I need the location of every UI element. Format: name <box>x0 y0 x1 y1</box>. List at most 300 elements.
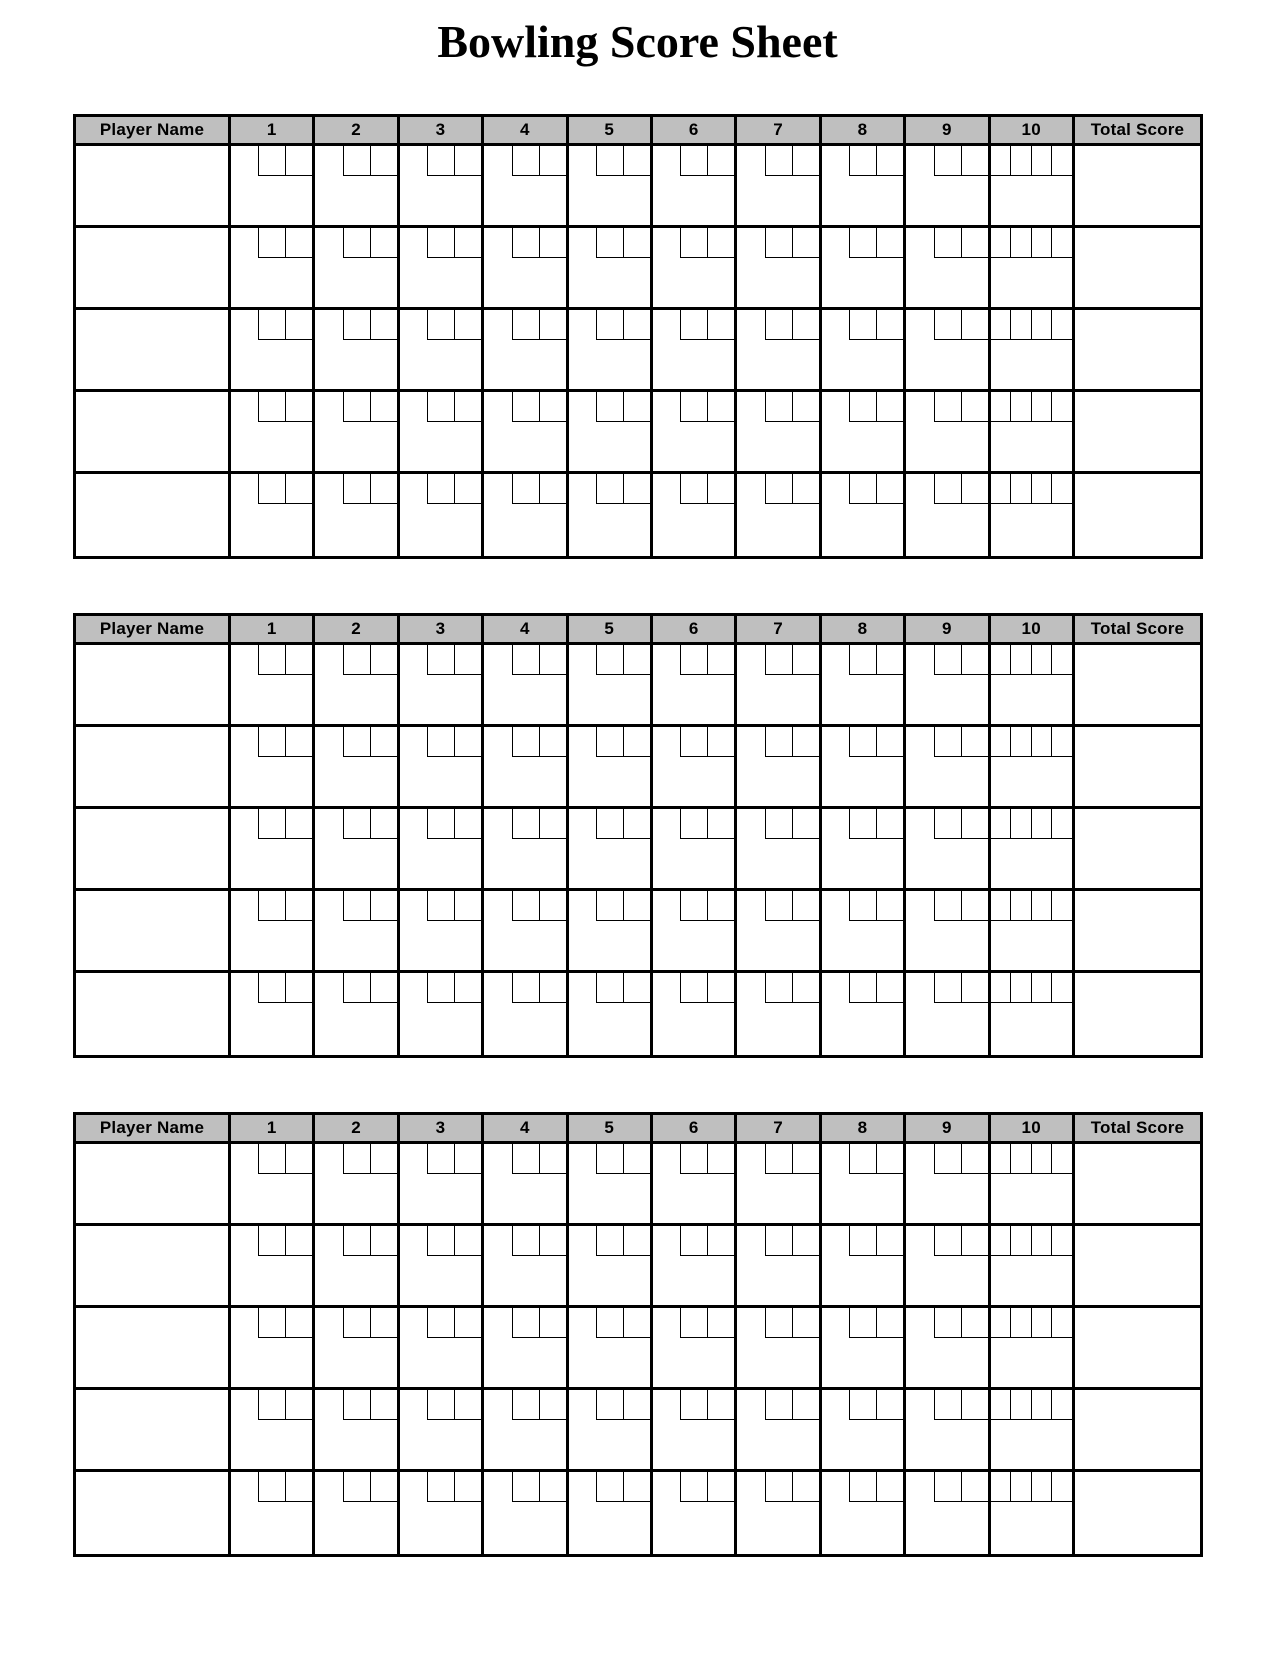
frame-cell-5[interactable] <box>569 310 653 392</box>
frame-cell-1[interactable] <box>231 1144 315 1226</box>
pin-box-ball-1[interactable] <box>934 146 961 176</box>
pin-box-ball-1[interactable] <box>991 1144 1012 1174</box>
pin-box-ball-2[interactable] <box>1011 973 1032 1003</box>
pin-box-ball-2[interactable] <box>285 146 312 176</box>
pin-box-ball-4[interactable] <box>1052 474 1072 504</box>
frame-cell-2[interactable] <box>315 392 399 474</box>
frame-cell-9[interactable] <box>906 1472 990 1554</box>
frame-cell-8[interactable] <box>822 1308 906 1390</box>
pin-box-ball-1[interactable] <box>512 474 539 504</box>
frame-cell-9[interactable] <box>906 1226 990 1308</box>
pin-box-ball-1[interactable] <box>512 1226 539 1256</box>
frame-cell-6[interactable] <box>653 1144 737 1226</box>
pin-box-ball-2[interactable] <box>370 392 397 422</box>
pin-box-ball-2[interactable] <box>876 228 903 258</box>
pin-box-ball-1[interactable] <box>765 310 792 340</box>
frame-cell-8[interactable] <box>822 228 906 310</box>
pin-box-ball-1[interactable] <box>512 228 539 258</box>
pin-box-ball-2[interactable] <box>539 727 566 757</box>
frame-cell-6[interactable] <box>653 1390 737 1472</box>
frame-cell-7[interactable] <box>737 1226 821 1308</box>
pin-box-ball-2[interactable] <box>876 146 903 176</box>
total-score-cell[interactable] <box>1075 645 1200 727</box>
pin-box-ball-4[interactable] <box>1052 146 1072 176</box>
player-name-cell[interactable] <box>76 891 231 973</box>
pin-box-ball-2[interactable] <box>876 1472 903 1502</box>
frame-cell-8[interactable] <box>822 474 906 556</box>
pin-box-ball-1[interactable] <box>512 1144 539 1174</box>
player-name-cell[interactable] <box>76 146 231 228</box>
pin-box-ball-1[interactable] <box>258 645 285 675</box>
pin-box-ball-1[interactable] <box>596 310 623 340</box>
pin-box-ball-2[interactable] <box>623 474 650 504</box>
pin-box-ball-3[interactable] <box>1032 310 1053 340</box>
pin-box-ball-2[interactable] <box>707 891 734 921</box>
frame-cell-2[interactable] <box>315 228 399 310</box>
pin-box-ball-1[interactable] <box>680 809 707 839</box>
pin-box-ball-1[interactable] <box>427 727 454 757</box>
frame-cell-3[interactable] <box>400 973 484 1055</box>
pin-box-ball-1[interactable] <box>991 228 1012 258</box>
frame-cell-6[interactable] <box>653 392 737 474</box>
player-name-cell[interactable] <box>76 310 231 392</box>
frame-cell-10[interactable] <box>991 891 1075 973</box>
pin-box-ball-1[interactable] <box>512 1472 539 1502</box>
pin-box-ball-1[interactable] <box>343 1308 370 1338</box>
frame-cell-10[interactable] <box>991 146 1075 228</box>
pin-box-ball-1[interactable] <box>427 645 454 675</box>
pin-box-ball-1[interactable] <box>343 645 370 675</box>
frame-cell-10[interactable] <box>991 1472 1075 1554</box>
player-name-cell[interactable] <box>76 809 231 891</box>
frame-cell-5[interactable] <box>569 645 653 727</box>
pin-box-ball-3[interactable] <box>1032 392 1053 422</box>
player-name-cell[interactable] <box>76 1144 231 1226</box>
frame-cell-6[interactable] <box>653 310 737 392</box>
pin-box-ball-2[interactable] <box>792 310 819 340</box>
pin-box-ball-1[interactable] <box>427 310 454 340</box>
frame-cell-10[interactable] <box>991 310 1075 392</box>
pin-box-ball-1[interactable] <box>934 228 961 258</box>
pin-box-ball-2[interactable] <box>623 146 650 176</box>
frame-cell-3[interactable] <box>400 228 484 310</box>
pin-box-ball-2[interactable] <box>623 392 650 422</box>
pin-box-ball-2[interactable] <box>370 645 397 675</box>
pin-box-ball-1[interactable] <box>258 727 285 757</box>
pin-box-ball-4[interactable] <box>1052 891 1072 921</box>
pin-box-ball-1[interactable] <box>343 228 370 258</box>
pin-box-ball-1[interactable] <box>849 891 876 921</box>
pin-box-ball-1[interactable] <box>512 1308 539 1338</box>
pin-box-ball-1[interactable] <box>765 645 792 675</box>
frame-cell-5[interactable] <box>569 474 653 556</box>
pin-box-ball-1[interactable] <box>765 973 792 1003</box>
pin-box-ball-1[interactable] <box>849 727 876 757</box>
pin-box-ball-2[interactable] <box>454 891 481 921</box>
frame-cell-3[interactable] <box>400 645 484 727</box>
frame-cell-9[interactable] <box>906 1390 990 1472</box>
pin-box-ball-1[interactable] <box>512 973 539 1003</box>
frame-cell-8[interactable] <box>822 1144 906 1226</box>
pin-box-ball-2[interactable] <box>961 1144 988 1174</box>
pin-box-ball-2[interactable] <box>454 392 481 422</box>
pin-box-ball-2[interactable] <box>539 809 566 839</box>
frame-cell-1[interactable] <box>231 891 315 973</box>
pin-box-ball-2[interactable] <box>961 1308 988 1338</box>
frame-cell-4[interactable] <box>484 1390 568 1472</box>
pin-box-ball-2[interactable] <box>454 973 481 1003</box>
pin-box-ball-2[interactable] <box>623 1308 650 1338</box>
pin-box-ball-1[interactable] <box>343 973 370 1003</box>
pin-box-ball-1[interactable] <box>849 228 876 258</box>
frame-cell-1[interactable] <box>231 1390 315 1472</box>
pin-box-ball-2[interactable] <box>961 1472 988 1502</box>
pin-box-ball-1[interactable] <box>934 973 961 1003</box>
total-score-cell[interactable] <box>1075 228 1200 310</box>
pin-box-ball-3[interactable] <box>1032 1226 1053 1256</box>
pin-box-ball-1[interactable] <box>765 1308 792 1338</box>
pin-box-ball-1[interactable] <box>934 392 961 422</box>
pin-box-ball-1[interactable] <box>596 973 623 1003</box>
pin-box-ball-2[interactable] <box>961 146 988 176</box>
frame-cell-7[interactable] <box>737 310 821 392</box>
frame-cell-6[interactable] <box>653 228 737 310</box>
frame-cell-4[interactable] <box>484 973 568 1055</box>
pin-box-ball-2[interactable] <box>961 474 988 504</box>
pin-box-ball-2[interactable] <box>285 228 312 258</box>
frame-cell-9[interactable] <box>906 727 990 809</box>
frame-cell-2[interactable] <box>315 727 399 809</box>
pin-box-ball-1[interactable] <box>258 392 285 422</box>
frame-cell-4[interactable] <box>484 310 568 392</box>
frame-cell-7[interactable] <box>737 645 821 727</box>
pin-box-ball-4[interactable] <box>1052 1226 1072 1256</box>
frame-cell-2[interactable] <box>315 1308 399 1390</box>
pin-box-ball-2[interactable] <box>539 392 566 422</box>
pin-box-ball-2[interactable] <box>961 645 988 675</box>
frame-cell-6[interactable] <box>653 1308 737 1390</box>
frame-cell-5[interactable] <box>569 1308 653 1390</box>
player-name-cell[interactable] <box>76 727 231 809</box>
frame-cell-6[interactable] <box>653 891 737 973</box>
pin-box-ball-1[interactable] <box>849 474 876 504</box>
frame-cell-6[interactable] <box>653 1226 737 1308</box>
frame-cell-8[interactable] <box>822 727 906 809</box>
pin-box-ball-2[interactable] <box>285 645 312 675</box>
pin-box-ball-2[interactable] <box>285 727 312 757</box>
pin-box-ball-4[interactable] <box>1052 310 1072 340</box>
pin-box-ball-1[interactable] <box>991 727 1012 757</box>
player-name-cell[interactable] <box>76 474 231 556</box>
pin-box-ball-2[interactable] <box>539 1390 566 1420</box>
pin-box-ball-2[interactable] <box>623 891 650 921</box>
frame-cell-1[interactable] <box>231 973 315 1055</box>
pin-box-ball-1[interactable] <box>849 1472 876 1502</box>
frame-cell-6[interactable] <box>653 809 737 891</box>
pin-box-ball-2[interactable] <box>370 1226 397 1256</box>
pin-box-ball-2[interactable] <box>707 228 734 258</box>
pin-box-ball-4[interactable] <box>1052 973 1072 1003</box>
pin-box-ball-1[interactable] <box>991 891 1012 921</box>
pin-box-ball-1[interactable] <box>991 146 1012 176</box>
frame-cell-5[interactable] <box>569 1144 653 1226</box>
total-score-cell[interactable] <box>1075 1390 1200 1472</box>
pin-box-ball-2[interactable] <box>370 973 397 1003</box>
pin-box-ball-2[interactable] <box>539 1226 566 1256</box>
pin-box-ball-1[interactable] <box>258 1226 285 1256</box>
frame-cell-1[interactable] <box>231 474 315 556</box>
pin-box-ball-2[interactable] <box>454 727 481 757</box>
pin-box-ball-4[interactable] <box>1052 1472 1072 1502</box>
pin-box-ball-2[interactable] <box>285 1226 312 1256</box>
pin-box-ball-1[interactable] <box>596 146 623 176</box>
pin-box-ball-2[interactable] <box>792 1472 819 1502</box>
pin-box-ball-2[interactable] <box>707 1144 734 1174</box>
pin-box-ball-2[interactable] <box>876 1226 903 1256</box>
pin-box-ball-2[interactable] <box>792 1308 819 1338</box>
pin-box-ball-3[interactable] <box>1032 474 1053 504</box>
pin-box-ball-1[interactable] <box>765 891 792 921</box>
total-score-cell[interactable] <box>1075 727 1200 809</box>
pin-box-ball-2[interactable] <box>285 392 312 422</box>
frame-cell-10[interactable] <box>991 809 1075 891</box>
pin-box-ball-2[interactable] <box>454 1390 481 1420</box>
frame-cell-9[interactable] <box>906 809 990 891</box>
pin-box-ball-1[interactable] <box>258 228 285 258</box>
pin-box-ball-2[interactable] <box>285 1144 312 1174</box>
pin-box-ball-1[interactable] <box>765 146 792 176</box>
pin-box-ball-1[interactable] <box>343 809 370 839</box>
frame-cell-9[interactable] <box>906 1144 990 1226</box>
pin-box-ball-3[interactable] <box>1032 891 1053 921</box>
pin-box-ball-1[interactable] <box>934 1144 961 1174</box>
pin-box-ball-2[interactable] <box>370 809 397 839</box>
total-score-cell[interactable] <box>1075 1144 1200 1226</box>
player-name-cell[interactable] <box>76 973 231 1055</box>
pin-box-ball-1[interactable] <box>765 1144 792 1174</box>
pin-box-ball-2[interactable] <box>370 228 397 258</box>
pin-box-ball-1[interactable] <box>680 392 707 422</box>
pin-box-ball-2[interactable] <box>370 1472 397 1502</box>
frame-cell-2[interactable] <box>315 973 399 1055</box>
pin-box-ball-1[interactable] <box>934 809 961 839</box>
frame-cell-3[interactable] <box>400 1144 484 1226</box>
pin-box-ball-2[interactable] <box>1011 891 1032 921</box>
frame-cell-3[interactable] <box>400 1390 484 1472</box>
frame-cell-4[interactable] <box>484 146 568 228</box>
frame-cell-7[interactable] <box>737 146 821 228</box>
frame-cell-3[interactable] <box>400 1226 484 1308</box>
pin-box-ball-2[interactable] <box>454 1144 481 1174</box>
pin-box-ball-2[interactable] <box>285 891 312 921</box>
pin-box-ball-2[interactable] <box>1011 727 1032 757</box>
pin-box-ball-4[interactable] <box>1052 727 1072 757</box>
frame-cell-7[interactable] <box>737 1144 821 1226</box>
pin-box-ball-2[interactable] <box>454 1472 481 1502</box>
pin-box-ball-1[interactable] <box>343 1472 370 1502</box>
pin-box-ball-2[interactable] <box>876 474 903 504</box>
pin-box-ball-1[interactable] <box>680 474 707 504</box>
pin-box-ball-2[interactable] <box>792 392 819 422</box>
pin-box-ball-2[interactable] <box>792 809 819 839</box>
pin-box-ball-1[interactable] <box>765 727 792 757</box>
pin-box-ball-1[interactable] <box>680 228 707 258</box>
frame-cell-7[interactable] <box>737 1308 821 1390</box>
frame-cell-3[interactable] <box>400 809 484 891</box>
total-score-cell[interactable] <box>1075 392 1200 474</box>
pin-box-ball-2[interactable] <box>539 891 566 921</box>
pin-box-ball-1[interactable] <box>991 1226 1012 1256</box>
pin-box-ball-2[interactable] <box>792 146 819 176</box>
player-name-cell[interactable] <box>76 1226 231 1308</box>
pin-box-ball-1[interactable] <box>343 727 370 757</box>
total-score-cell[interactable] <box>1075 1226 1200 1308</box>
pin-box-ball-2[interactable] <box>876 1390 903 1420</box>
frame-cell-1[interactable] <box>231 809 315 891</box>
pin-box-ball-1[interactable] <box>596 1226 623 1256</box>
pin-box-ball-1[interactable] <box>512 891 539 921</box>
pin-box-ball-1[interactable] <box>343 310 370 340</box>
pin-box-ball-1[interactable] <box>258 973 285 1003</box>
pin-box-ball-2[interactable] <box>792 1390 819 1420</box>
pin-box-ball-2[interactable] <box>539 228 566 258</box>
frame-cell-5[interactable] <box>569 727 653 809</box>
pin-box-ball-2[interactable] <box>961 1226 988 1256</box>
pin-box-ball-2[interactable] <box>370 1390 397 1420</box>
pin-box-ball-2[interactable] <box>623 727 650 757</box>
frame-cell-8[interactable] <box>822 1226 906 1308</box>
frame-cell-2[interactable] <box>315 1472 399 1554</box>
pin-box-ball-2[interactable] <box>707 146 734 176</box>
pin-box-ball-2[interactable] <box>623 228 650 258</box>
frame-cell-4[interactable] <box>484 1144 568 1226</box>
pin-box-ball-1[interactable] <box>849 1308 876 1338</box>
pin-box-ball-2[interactable] <box>370 727 397 757</box>
frame-cell-5[interactable] <box>569 809 653 891</box>
total-score-cell[interactable] <box>1075 891 1200 973</box>
pin-box-ball-1[interactable] <box>596 474 623 504</box>
pin-box-ball-2[interactable] <box>792 891 819 921</box>
pin-box-ball-2[interactable] <box>961 891 988 921</box>
frame-cell-10[interactable] <box>991 727 1075 809</box>
frame-cell-4[interactable] <box>484 392 568 474</box>
pin-box-ball-4[interactable] <box>1052 1308 1072 1338</box>
pin-box-ball-2[interactable] <box>454 645 481 675</box>
pin-box-ball-1[interactable] <box>343 474 370 504</box>
pin-box-ball-1[interactable] <box>596 228 623 258</box>
pin-box-ball-1[interactable] <box>427 228 454 258</box>
frame-cell-7[interactable] <box>737 727 821 809</box>
pin-box-ball-2[interactable] <box>707 727 734 757</box>
frame-cell-4[interactable] <box>484 809 568 891</box>
pin-box-ball-1[interactable] <box>849 809 876 839</box>
pin-box-ball-2[interactable] <box>454 228 481 258</box>
player-name-cell[interactable] <box>76 1390 231 1472</box>
pin-box-ball-2[interactable] <box>370 1144 397 1174</box>
pin-box-ball-1[interactable] <box>849 146 876 176</box>
frame-cell-3[interactable] <box>400 474 484 556</box>
pin-box-ball-1[interactable] <box>991 1308 1012 1338</box>
pin-box-ball-2[interactable] <box>1011 392 1032 422</box>
pin-box-ball-2[interactable] <box>1011 1308 1032 1338</box>
pin-box-ball-2[interactable] <box>961 727 988 757</box>
pin-box-ball-1[interactable] <box>512 146 539 176</box>
frame-cell-2[interactable] <box>315 1226 399 1308</box>
pin-box-ball-2[interactable] <box>1011 474 1032 504</box>
player-name-cell[interactable] <box>76 645 231 727</box>
frame-cell-8[interactable] <box>822 392 906 474</box>
pin-box-ball-2[interactable] <box>792 1144 819 1174</box>
frame-cell-6[interactable] <box>653 973 737 1055</box>
pin-box-ball-2[interactable] <box>1011 809 1032 839</box>
frame-cell-7[interactable] <box>737 809 821 891</box>
frame-cell-5[interactable] <box>569 392 653 474</box>
frame-cell-5[interactable] <box>569 146 653 228</box>
pin-box-ball-2[interactable] <box>792 474 819 504</box>
total-score-cell[interactable] <box>1075 809 1200 891</box>
pin-box-ball-1[interactable] <box>765 392 792 422</box>
pin-box-ball-1[interactable] <box>427 1472 454 1502</box>
frame-cell-6[interactable] <box>653 474 737 556</box>
pin-box-ball-2[interactable] <box>707 310 734 340</box>
pin-box-ball-2[interactable] <box>454 146 481 176</box>
pin-box-ball-2[interactable] <box>454 809 481 839</box>
frame-cell-2[interactable] <box>315 891 399 973</box>
pin-box-ball-1[interactable] <box>512 392 539 422</box>
frame-cell-9[interactable] <box>906 1308 990 1390</box>
pin-box-ball-1[interactable] <box>680 1390 707 1420</box>
frame-cell-9[interactable] <box>906 310 990 392</box>
frame-cell-8[interactable] <box>822 891 906 973</box>
pin-box-ball-2[interactable] <box>370 1308 397 1338</box>
pin-box-ball-2[interactable] <box>454 1226 481 1256</box>
pin-box-ball-1[interactable] <box>596 1308 623 1338</box>
pin-box-ball-2[interactable] <box>707 645 734 675</box>
pin-box-ball-2[interactable] <box>876 727 903 757</box>
pin-box-ball-1[interactable] <box>849 1390 876 1420</box>
pin-box-ball-1[interactable] <box>343 392 370 422</box>
pin-box-ball-1[interactable] <box>596 727 623 757</box>
pin-box-ball-1[interactable] <box>991 392 1012 422</box>
pin-box-ball-2[interactable] <box>539 645 566 675</box>
frame-cell-5[interactable] <box>569 973 653 1055</box>
pin-box-ball-3[interactable] <box>1032 146 1053 176</box>
pin-box-ball-1[interactable] <box>934 645 961 675</box>
total-score-cell[interactable] <box>1075 474 1200 556</box>
pin-box-ball-2[interactable] <box>876 1308 903 1338</box>
pin-box-ball-3[interactable] <box>1032 727 1053 757</box>
pin-box-ball-2[interactable] <box>707 973 734 1003</box>
pin-box-ball-2[interactable] <box>961 973 988 1003</box>
pin-box-ball-1[interactable] <box>680 1144 707 1174</box>
pin-box-ball-1[interactable] <box>512 727 539 757</box>
frame-cell-1[interactable] <box>231 645 315 727</box>
pin-box-ball-1[interactable] <box>427 973 454 1003</box>
pin-box-ball-1[interactable] <box>680 727 707 757</box>
pin-box-ball-2[interactable] <box>876 891 903 921</box>
player-name-cell[interactable] <box>76 228 231 310</box>
frame-cell-7[interactable] <box>737 1390 821 1472</box>
pin-box-ball-2[interactable] <box>454 474 481 504</box>
pin-box-ball-2[interactable] <box>285 973 312 1003</box>
frame-cell-6[interactable] <box>653 1472 737 1554</box>
frame-cell-3[interactable] <box>400 891 484 973</box>
pin-box-ball-2[interactable] <box>370 310 397 340</box>
frame-cell-10[interactable] <box>991 392 1075 474</box>
frame-cell-2[interactable] <box>315 809 399 891</box>
pin-box-ball-2[interactable] <box>1011 228 1032 258</box>
frame-cell-1[interactable] <box>231 228 315 310</box>
